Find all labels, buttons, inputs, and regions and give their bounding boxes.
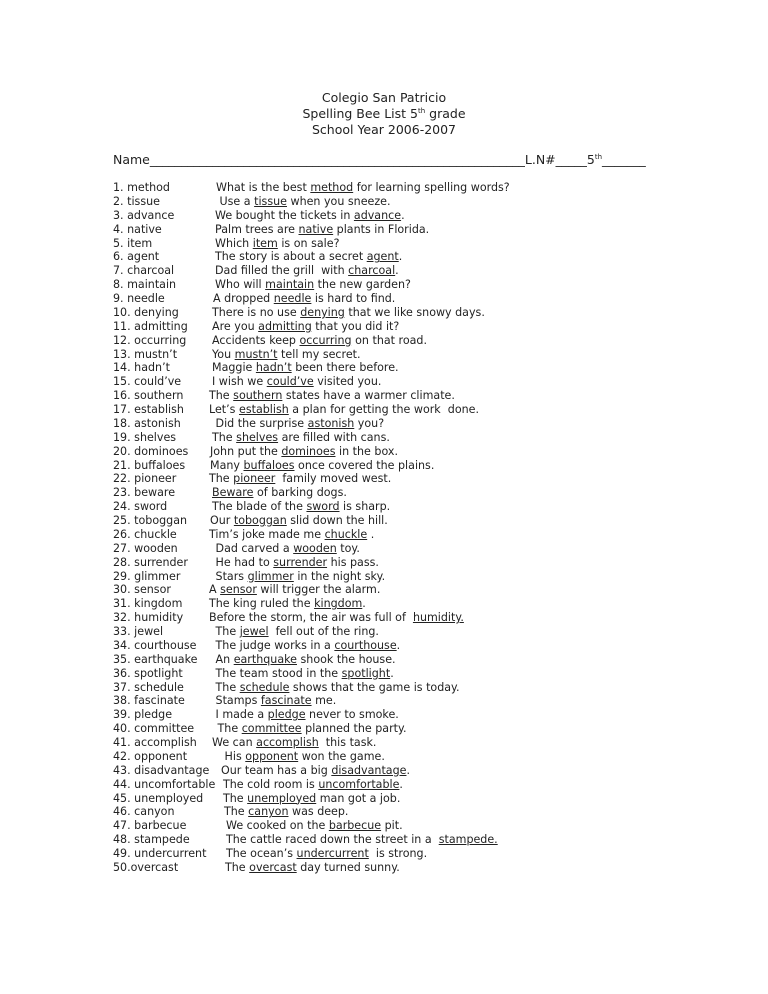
underlined-word: opponent bbox=[245, 749, 299, 763]
spelling-word: 10. denying bbox=[113, 305, 179, 319]
student-info-line: Name____________________________________________________________L.N#_____5th_______ bbox=[113, 152, 646, 167]
spelling-word: 36. spotlight bbox=[113, 666, 183, 680]
spelling-word: 38. fascinate bbox=[113, 694, 185, 708]
example-sentence: Palm trees are native plants in Florida. bbox=[215, 222, 430, 236]
spelling-word: 35. earthquake bbox=[113, 652, 198, 666]
spelling-word: 43. disadvantage bbox=[113, 763, 210, 777]
spelling-word: 23. beware bbox=[113, 486, 176, 500]
underlined-word: unemployed bbox=[247, 791, 317, 805]
spelling-word: 7. charcoal bbox=[113, 264, 175, 278]
spelling-word: 9. needle bbox=[113, 292, 165, 305]
spelling-word: 15. could’ve bbox=[113, 375, 182, 389]
underlined-word: buffaloes bbox=[243, 458, 295, 472]
underlined-word: chuckle bbox=[324, 527, 368, 541]
underlined-word: item bbox=[252, 236, 278, 250]
spelling-word: 16. southern bbox=[113, 389, 184, 403]
example-sentence: The ocean’s undercurrent is strong. bbox=[226, 847, 428, 860]
underlined-word: native bbox=[298, 222, 334, 236]
underlined-word: pledge bbox=[267, 708, 306, 722]
grade-number: 5 bbox=[586, 152, 595, 167]
example-sentence: A dropped needle is hard to find. bbox=[213, 292, 396, 305]
underlined-word: courthouse bbox=[334, 638, 397, 652]
example-sentence: The team stood in the spotlight. bbox=[212, 666, 394, 680]
example-sentence: Beware of barking dogs. bbox=[212, 486, 347, 500]
example-sentence: Stars glimmer in the night sky. bbox=[212, 569, 386, 583]
example-sentence: Our toboggan slid down the hill. bbox=[210, 514, 388, 527]
ln-label: L.N# bbox=[524, 152, 556, 167]
underlined-word: overcast bbox=[249, 860, 297, 874]
underlined-word: disadvantage bbox=[331, 763, 407, 777]
spelling-word: 31. kingdom bbox=[113, 597, 183, 611]
example-sentence: You mustn’t tell my secret. bbox=[212, 347, 361, 361]
spelling-word: 42. opponent bbox=[113, 749, 188, 763]
example-sentence: His opponent won the game. bbox=[221, 749, 385, 763]
underlined-word: sensor bbox=[220, 583, 257, 597]
underlined-word: surrender bbox=[273, 555, 328, 569]
spelling-word: 44. uncomfortable bbox=[113, 777, 216, 791]
example-sentence: Let’s establish a plan for getting the work done. bbox=[209, 403, 479, 416]
example-sentence: John put the dominoes in the box. bbox=[210, 444, 398, 458]
spelling-word: 3. advance bbox=[113, 208, 175, 222]
example-sentence: He had to surrender his pass. bbox=[212, 555, 379, 569]
underlined-word: fascinate bbox=[260, 694, 312, 708]
example-sentence: The unemployed man got a job. bbox=[223, 791, 401, 805]
spelling-word: 5. item bbox=[113, 236, 153, 250]
spelling-word: 19. shelves bbox=[113, 430, 177, 444]
example-sentence: The judge works in a courthouse. bbox=[212, 638, 401, 652]
name-blank: ____________________________________________________________ bbox=[149, 152, 525, 167]
underlined-word: could’ve bbox=[266, 375, 314, 389]
underlined-word: pioneer bbox=[233, 472, 276, 486]
underlined-word: wooden bbox=[293, 541, 337, 555]
example-sentence: The jewel fell out of the ring. bbox=[212, 625, 379, 638]
list-title: Spelling Bee List 5th grade bbox=[302, 106, 466, 121]
spelling-word: 40. committee bbox=[113, 722, 195, 736]
example-sentence: Use a tissue when you sneeze. bbox=[216, 194, 391, 208]
example-sentence: Tim’s joke made me chuckle . bbox=[209, 527, 375, 541]
underlined-word: method bbox=[310, 181, 354, 194]
underlined-word: jewel bbox=[239, 625, 269, 638]
example-sentence: Who will maintain the new garden? bbox=[215, 278, 411, 292]
underlined-word: glimmer bbox=[247, 569, 294, 583]
example-sentence: What is the best method for learning spelling words? bbox=[216, 181, 510, 194]
underlined-word: canyon bbox=[248, 805, 289, 819]
example-sentence: An earthquake shook the house. bbox=[212, 652, 396, 666]
example-sentence: Maggie hadn’t been there before. bbox=[212, 361, 399, 375]
example-sentence: Before the storm, the air was full of humidity. bbox=[209, 611, 464, 625]
underlined-word: establish bbox=[239, 403, 289, 416]
example-sentence: The cattle raced down the street in a stampede. bbox=[226, 833, 498, 847]
underlined-word: dominoes bbox=[281, 444, 336, 458]
spelling-word: 12. occurring bbox=[113, 333, 187, 347]
spelling-word: 13. mustn’t bbox=[113, 347, 178, 361]
spelling-word: 37. schedule bbox=[113, 680, 184, 694]
example-sentence: Are you admitting that you did it? bbox=[212, 319, 400, 333]
spelling-word: 28. surrender bbox=[113, 555, 188, 569]
spelling-word: 1. method bbox=[113, 181, 170, 194]
example-sentence: Accidents keep occurring on that road. bbox=[212, 333, 427, 347]
underlined-word: stampede. bbox=[438, 833, 498, 847]
underlined-word: humidity. bbox=[412, 611, 464, 625]
spelling-word: 34. courthouse bbox=[113, 638, 197, 652]
spelling-word: 8. maintain bbox=[113, 278, 177, 292]
spelling-word: 46. canyon bbox=[113, 805, 175, 819]
underlined-word: shelves bbox=[236, 430, 279, 444]
spelling-word: 45. unemployed bbox=[113, 791, 204, 805]
spelling-word: 41. accomplish bbox=[113, 736, 197, 749]
underlined-word: maintain bbox=[265, 278, 315, 292]
document-header bbox=[0, 90, 768, 138]
underlined-word: tissue bbox=[254, 194, 287, 208]
underlined-word: undercurrent bbox=[296, 847, 369, 860]
underlined-word: sword bbox=[306, 500, 340, 514]
example-sentence: The story is about a secret agent. bbox=[215, 250, 403, 264]
example-sentence: The canyon was deep. bbox=[224, 805, 349, 819]
example-sentence: We can accomplish this task. bbox=[212, 736, 377, 749]
example-sentence: The committee planned the party. bbox=[214, 722, 407, 736]
underlined-word: toboggan bbox=[233, 514, 287, 527]
example-sentence: The blade of the sword is sharp. bbox=[212, 500, 391, 514]
example-sentence: Did the surprise astonish you? bbox=[212, 416, 385, 430]
underlined-word: kingdom bbox=[314, 597, 363, 611]
example-sentence: Dad filled the grill with charcoal. bbox=[215, 264, 399, 278]
spelling-word: 24. sword bbox=[113, 500, 168, 514]
spelling-word: 22. pioneer bbox=[113, 472, 177, 486]
underlined-word: schedule bbox=[239, 680, 290, 694]
example-sentence: Which item is on sale? bbox=[215, 236, 340, 250]
school-name: Colegio San Patricio bbox=[321, 90, 447, 105]
ln-blank: _____ bbox=[555, 152, 587, 167]
spelling-word: 49. undercurrent bbox=[113, 847, 207, 860]
underlined-word: Beware bbox=[212, 486, 254, 500]
underlined-word: barbecue bbox=[328, 819, 382, 833]
spelling-word: 27. wooden bbox=[113, 541, 178, 555]
example-sentence: The shelves are filled with cans. bbox=[212, 430, 390, 444]
example-sentence: Stamps fascinate me. bbox=[212, 694, 337, 708]
underlined-word: occurring bbox=[299, 333, 352, 347]
underlined-word: advance bbox=[353, 208, 402, 222]
underlined-word: mustn’t bbox=[234, 347, 278, 361]
underlined-word: committee bbox=[241, 722, 302, 736]
school-year: School Year 2006-2007 bbox=[311, 122, 457, 137]
example-sentence: There is no use denying that we like snowy days. bbox=[212, 305, 485, 319]
example-sentence: A sensor will trigger the alarm. bbox=[209, 583, 381, 597]
spelling-word: 39. pledge bbox=[113, 708, 173, 722]
underlined-word: admitting bbox=[258, 319, 312, 333]
underlined-word: astonish bbox=[307, 416, 355, 430]
spelling-word: 18. astonish bbox=[113, 416, 181, 430]
spelling-word: 6. agent bbox=[113, 250, 160, 264]
example-sentence: The cold room is uncomfortable. bbox=[223, 777, 403, 791]
example-sentence: I wish we could’ve visited you. bbox=[212, 375, 382, 389]
name-label: Name bbox=[113, 152, 150, 167]
example-sentence: The southern states have a warmer climate. bbox=[209, 389, 455, 403]
example-sentence: We bought the tickets in advance. bbox=[215, 208, 405, 222]
spelling-word: 29. glimmer bbox=[113, 569, 181, 583]
underlined-word: spotlight bbox=[341, 666, 391, 680]
example-sentence: The overcast day turned sunny. bbox=[225, 860, 400, 874]
spelling-word: 25. toboggan bbox=[113, 514, 188, 527]
underlined-word: earthquake bbox=[233, 652, 297, 666]
example-sentence: We cooked on the barbecue pit. bbox=[226, 819, 403, 833]
example-sentence: I made a pledge never to smoke. bbox=[212, 708, 399, 722]
example-sentence: The schedule shows that the game is today. bbox=[212, 680, 460, 694]
underlined-word: denying bbox=[300, 305, 345, 319]
grade-blank: _______ bbox=[602, 152, 646, 167]
spelling-word: 4. native bbox=[113, 222, 162, 236]
spelling-word: 14. hadn’t bbox=[113, 361, 170, 375]
underlined-word: uncomfortable bbox=[318, 777, 400, 791]
spelling-word: 21. buffaloes bbox=[113, 458, 186, 472]
spelling-word: 32. humidity bbox=[113, 611, 184, 625]
example-sentence: The king ruled the kingdom. bbox=[209, 597, 366, 611]
example-sentence: Many buffaloes once covered the plains. bbox=[210, 458, 435, 472]
spelling-word: 50.overcast bbox=[113, 860, 179, 874]
underlined-word: hadn’t bbox=[255, 361, 292, 375]
underlined-word: charcoal bbox=[348, 264, 396, 278]
spelling-word: 30. sensor bbox=[113, 583, 171, 597]
spelling-word: 26. chuckle bbox=[113, 527, 177, 541]
example-sentence: Dad carved a wooden toy. bbox=[212, 541, 360, 555]
spelling-word: 17. establish bbox=[113, 403, 184, 416]
underlined-word: agent bbox=[366, 250, 399, 264]
spelling-word: 33. jewel bbox=[113, 625, 164, 638]
example-sentence: Our team has a big disadvantage. bbox=[221, 763, 410, 777]
spelling-word: 2. tissue bbox=[113, 194, 160, 208]
spelling-word: 48. stampede bbox=[113, 833, 190, 847]
example-sentence: The pioneer family moved west. bbox=[209, 472, 392, 486]
underlined-word: southern bbox=[233, 389, 283, 403]
underlined-word: accomplish bbox=[256, 736, 319, 749]
spelling-word: 47. barbecue bbox=[113, 819, 187, 833]
underlined-word: needle bbox=[273, 292, 312, 305]
spelling-word: 11. admitting bbox=[113, 319, 188, 333]
spelling-word: 20. dominoes bbox=[113, 444, 189, 458]
